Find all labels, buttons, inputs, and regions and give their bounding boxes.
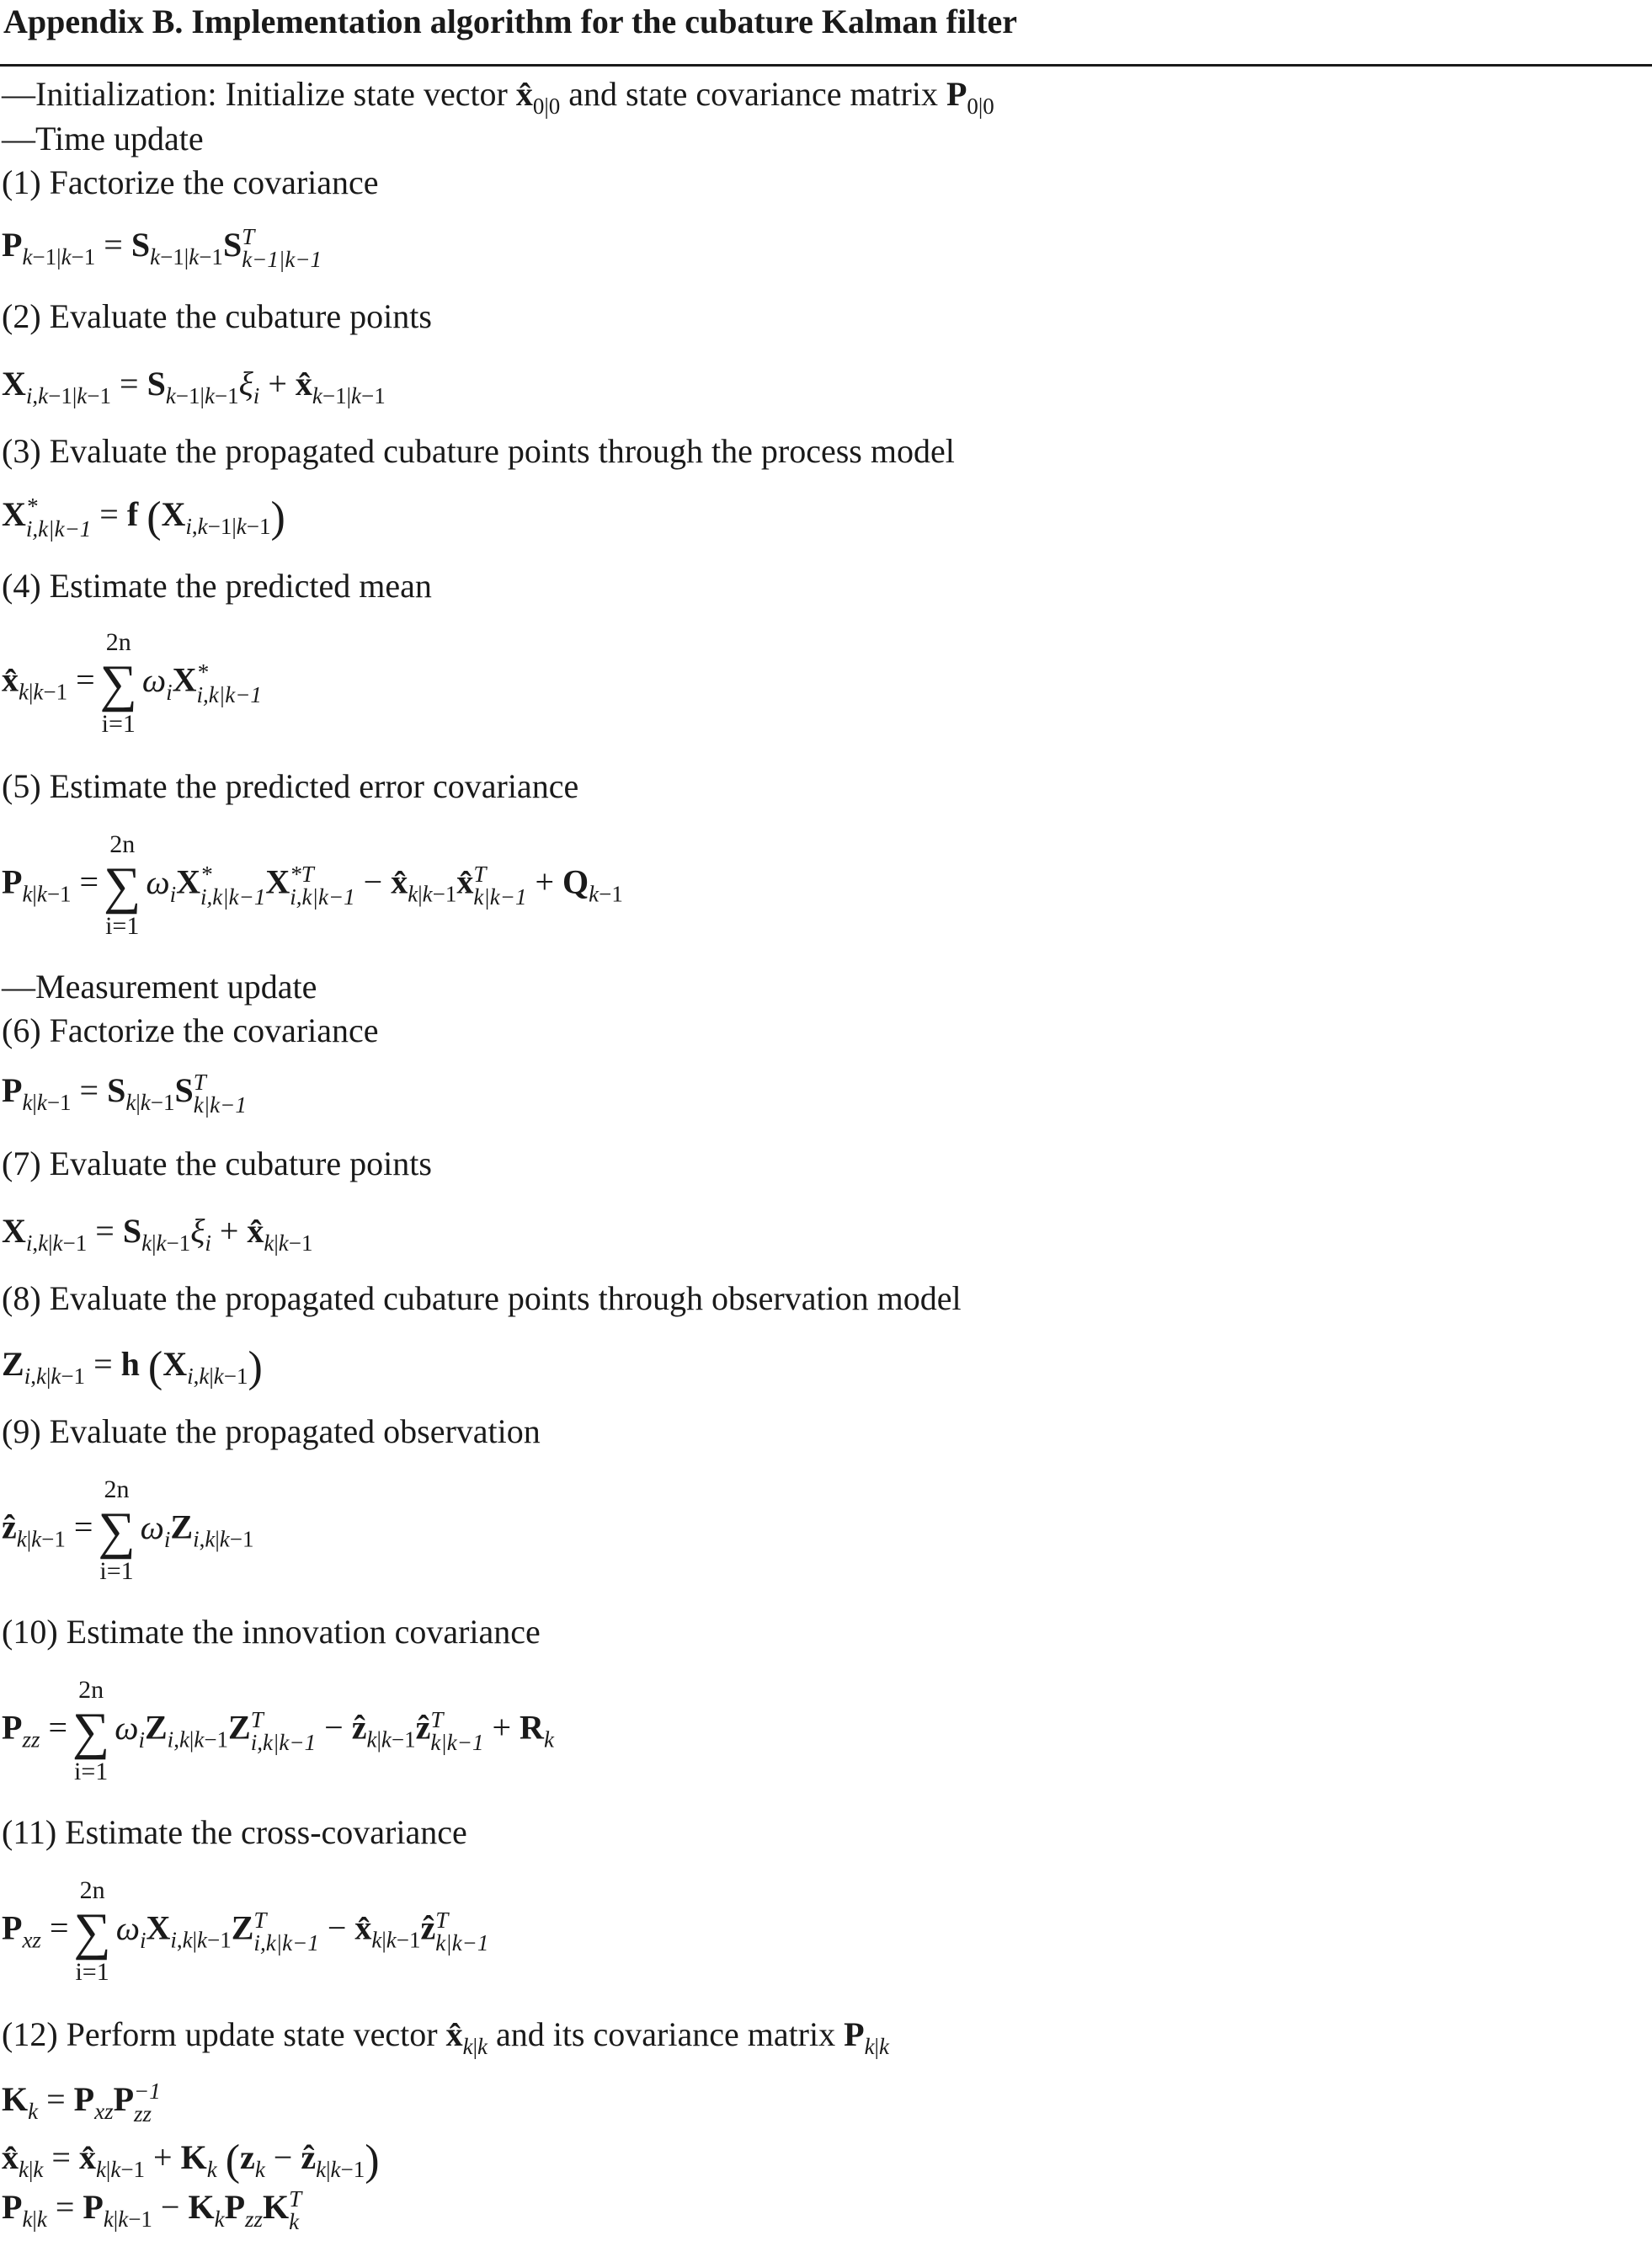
step-3-heading: (3) Evaluate the propagated cubature points through the process model bbox=[2, 432, 955, 470]
equation-12b: $x̂_{k|k}$ = $x̂_{k|k-1} + K_k$ ($z_k$ − ẑ$_{k|k-1}$) bbox=[2, 2137, 380, 2185]
init-mid-text: and state covariance matrix bbox=[560, 75, 946, 113]
step-4-heading: (4) Estimate the predicted mean bbox=[2, 567, 432, 605]
step-6-heading: (6) Factorize the covariance bbox=[2, 1011, 379, 1049]
equation-5: $P_{k|k-1}$ = 2n ∑ i=1 $\omega_iX$ * i,k|k−1 X *T i,k|k−1 − $x̂_{k|k-1}x̂$ T k|k−1 + $Q_{k-1}$ bbox=[2, 830, 623, 940]
appendix-title: Appendix B. Implementation algorithm for the cubature Kalman filter bbox=[3, 3, 1018, 40]
measurement-update-heading: —Measurement update bbox=[2, 968, 317, 1006]
equation-7: $X_{i,k|k-1} = S_{k|k-1}\xi_i$ + $x̂_{k|k-1}$ bbox=[2, 1212, 313, 1256]
initialization-line: —Initialization: Initialize state vector $x̂_{0|0}$ and state covariance matrix $P_{0|0}$ bbox=[2, 75, 994, 119]
step-11-heading: (11) Estimate the cross-covariance bbox=[2, 1813, 467, 1851]
equation-8: $Z_{i,k|k-1} = h$ $(X_{i,k|k-1})$ bbox=[2, 1343, 263, 1391]
equation-2: $X_{i,k-1|k-1} = S_{k-1|k-1}\xi_i$ + $x̂_{k-1|k-1}$ bbox=[2, 365, 386, 408]
step-1-heading: (1) Factorize the covariance bbox=[2, 163, 379, 201]
sum-upper: 2n bbox=[109, 830, 136, 858]
sum-lower: i=1 bbox=[99, 1556, 134, 1585]
equation-12c: $P_{k|k} = P_{k|k-1} - K_kP_{zz}K$ T k bbox=[2, 2186, 302, 2234]
sum-upper: 2n bbox=[79, 1876, 105, 1904]
sum-upper: 2n bbox=[78, 1676, 104, 1704]
step-9-heading: (9) Evaluate the propagated observation bbox=[2, 1412, 541, 1450]
init-text: —Initialization: Initialize state vector bbox=[2, 75, 516, 113]
equation-11: $P_{xz}$ = 2n ∑ i=1 $\omega_iX_{i,k|k-1}Z$ T i,k|k−1 − $x̂_{k|k-1}ẑ$ T k|k−1 bbox=[2, 1876, 489, 1986]
equation-12a: $K_k = P_{xz}P$ −1 zz bbox=[2, 2078, 161, 2126]
sum-lower: i=1 bbox=[101, 709, 136, 738]
sum-lower: i=1 bbox=[73, 1757, 109, 1785]
equation-4: $x̂_{k|k-1}$ = 2n ∑ i=1 $\omega_iX$ * i,k|k−1 bbox=[2, 628, 262, 738]
step-12-text: (12) Perform update state vector bbox=[2, 2015, 446, 2053]
summation-symbol: 2n ∑ i=1 bbox=[72, 1676, 110, 1785]
step-8-heading: (8) Evaluate the propagated cubature points through observation model bbox=[2, 1279, 962, 1317]
step-12-mid-text: and its covariance matrix bbox=[487, 2015, 845, 2053]
summation-symbol: 2n ∑ i=1 bbox=[104, 830, 141, 940]
step-12-heading: (12) Perform update state vector $x̂_{k|k}$ and its covariance matrix $P_{k|k}$ bbox=[2, 2015, 889, 2059]
time-update-heading: —Time update bbox=[2, 120, 204, 157]
summation-symbol: 2n ∑ i=1 bbox=[98, 1475, 136, 1585]
sum-lower: i=1 bbox=[105, 911, 140, 940]
step-5-heading: (5) Estimate the predicted error covariance bbox=[2, 767, 579, 805]
equation-1: $P_{k-1|k-1} = S_{k-1|k-1}S$ T k−1|k−1 bbox=[2, 224, 322, 272]
equation-9: ẑ$_{k|k-1}$ = 2n ∑ i=1 $\omega_iZ_{i,k|k-1}$ bbox=[2, 1475, 254, 1585]
equation-10: $P_{zz}$ = 2n ∑ i=1 $\omega_iZ_{i,k|k-1}Z$ T i,k|k−1 − ẑ$_{k|k-1}$ẑ T k|k−1 + $R_k$ bbox=[2, 1676, 554, 1785]
summation-symbol: 2n ∑ i=1 bbox=[73, 1876, 111, 1986]
summation-symbol: 2n ∑ i=1 bbox=[99, 628, 137, 738]
equation-6: $P_{k|k-1} = S_{k|k-1}S$ T k|k−1 bbox=[2, 1070, 247, 1118]
step-7-heading: (7) Evaluate the cubature points bbox=[2, 1145, 432, 1182]
title-rule bbox=[0, 64, 1652, 67]
sum-upper: 2n bbox=[105, 628, 131, 656]
step-2-heading: (2) Evaluate the cubature points bbox=[2, 297, 432, 335]
sum-lower: i=1 bbox=[75, 1957, 109, 1986]
sum-upper: 2n bbox=[104, 1475, 130, 1503]
equation-3: X * i,k|k−1 = f $(X_{i,k-1|k-1})$ bbox=[2, 494, 285, 542]
step-10-heading: (10) Estimate the innovation covariance bbox=[2, 1613, 541, 1651]
